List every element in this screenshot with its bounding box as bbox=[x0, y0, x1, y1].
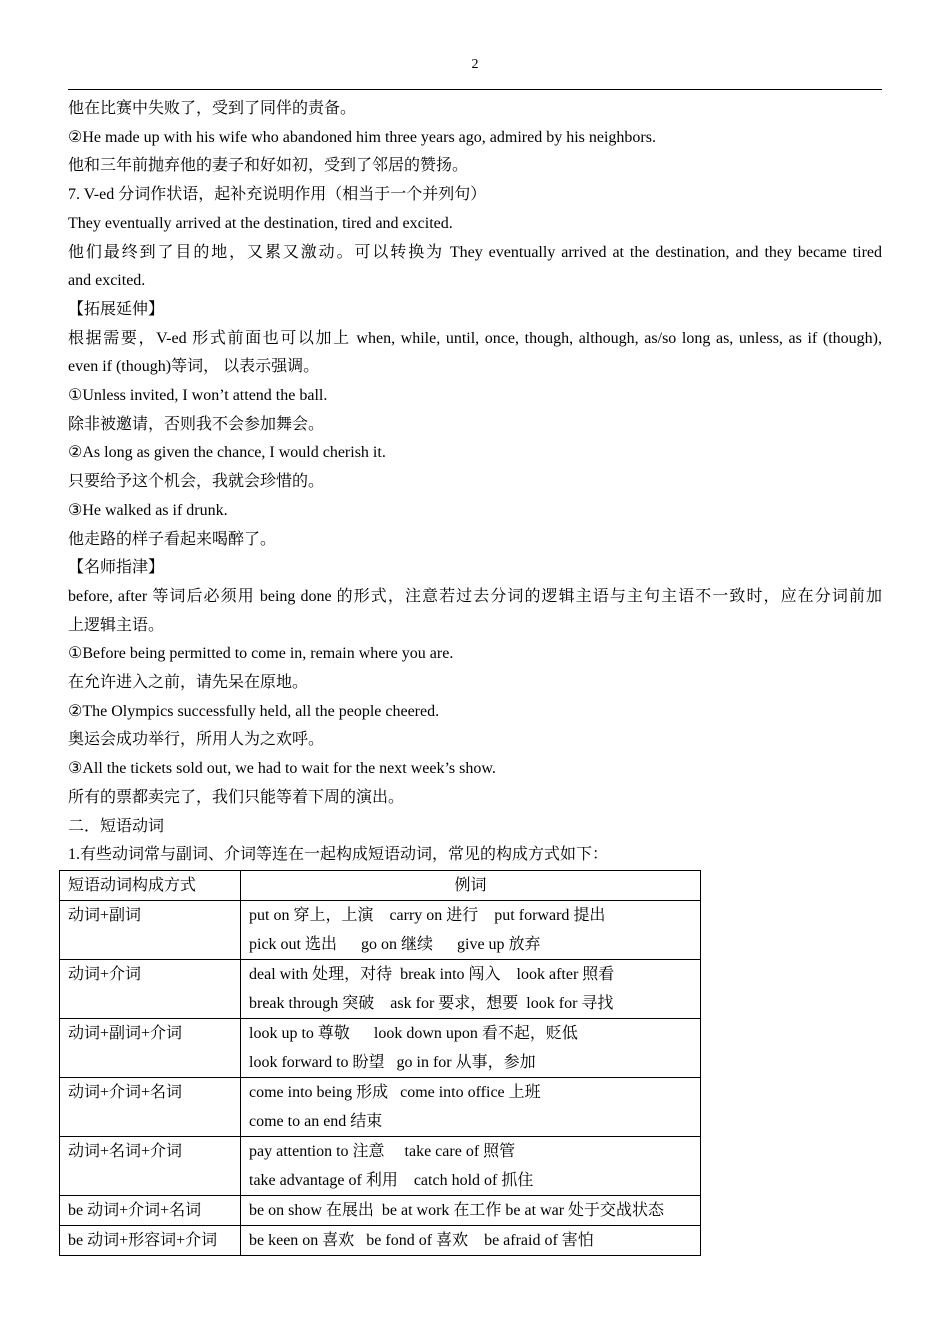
pattern-cell: 动词+介词 bbox=[60, 960, 241, 1019]
example-sentence: ③All the tickets sold out, we had to wait for the next week’s show. bbox=[68, 760, 496, 778]
explanation-line-continued: even if (though)等词， 以表示强调。 bbox=[68, 358, 320, 376]
examples-cell bbox=[241, 960, 701, 1019]
translation-line: 在允许进入之前，请先呆在原地。 bbox=[68, 674, 309, 692]
translation-line: 只要给予这个机会，我就会珍惜的。 bbox=[68, 473, 325, 491]
example-sentence: ②As long as given the chance, I would cherish it. bbox=[68, 444, 386, 462]
pattern-cell: 动词+副词+介词 bbox=[60, 1019, 241, 1078]
example-sentence: ②The Olympics successfully held, all the people cheered. bbox=[68, 702, 440, 720]
pattern-cell: be 动词+形容词+介词 bbox=[60, 1226, 241, 1256]
pattern-cell: 动词+副词 bbox=[60, 901, 241, 960]
example-sentence: ①Before being permitted to come in, remain where you are. bbox=[68, 645, 454, 663]
example-line: be keen on 喜欢 be fond of 喜欢 be afraid of 害怕 bbox=[249, 1232, 594, 1249]
example-line: deal with 处理，对待 break into 闯入 look after 照看 bbox=[249, 966, 615, 983]
explanation-line: before, after 等词后必须用 being done 的形式，注意若过去分词的逻辑主语与主句主语不一致时，应在分词前加 bbox=[68, 587, 882, 605]
header-pattern: 短语动词构成方式 bbox=[60, 871, 241, 901]
translation-line: 他们最终到了目的地，又累又激动。可以转换为 They eventually arrived at the destination, and they became tired bbox=[68, 243, 882, 261]
section-heading: 7. V-ed 分词作状语，起补充说明作用（相当于一个并列句） bbox=[68, 186, 487, 204]
table-row bbox=[60, 960, 701, 1019]
table-row bbox=[60, 1196, 701, 1226]
examples-cell bbox=[241, 1226, 701, 1256]
text-line: 他在比赛中失败了，受到了同伴的责备。 bbox=[68, 100, 357, 117]
table-row bbox=[60, 1078, 701, 1137]
examples-cell bbox=[241, 1078, 701, 1137]
translation-line: 他和三年前抛弃他的妻子和好如初，受到了邻居的赞扬。 bbox=[68, 157, 469, 175]
example-line: look forward to 盼望 go in for 从事，参加 bbox=[249, 1054, 536, 1071]
translation-line: 奥运会成功举行，所用人为之欢呼。 bbox=[68, 731, 325, 749]
example-sentence: ③He walked as if drunk. bbox=[68, 501, 228, 519]
page-number: 2 bbox=[471, 57, 479, 72]
explanation-line-continued: 上逻辑主语。 bbox=[68, 616, 165, 634]
translation-line: 所有的票都卖完了，我们只能等着下周的演出。 bbox=[68, 788, 405, 806]
example-sentence: They eventually arrived at the destination, tired and excited. bbox=[68, 214, 453, 232]
pattern-cell: 动词+名词+介词 bbox=[60, 1137, 241, 1196]
phrasal-verb-table bbox=[59, 870, 701, 1256]
table-intro: 1.有些动词常与副词、介词等连在一起构成短语动词，常见的构成方式如下： bbox=[68, 846, 609, 864]
examples-cell bbox=[241, 1137, 701, 1196]
translation-line: 除非被邀请，否则我不会参加舞会。 bbox=[68, 415, 325, 433]
example-line: take advantage of 利用 catch hold of 抓住 bbox=[249, 1172, 534, 1189]
example-sentence: ①Unless invited, I won’t attend the ball. bbox=[68, 387, 328, 405]
examples-cell bbox=[241, 1019, 701, 1078]
examples-cell bbox=[241, 901, 701, 960]
header-rule bbox=[68, 89, 882, 90]
translation-line-continued: and excited. bbox=[68, 272, 146, 290]
extension-heading: 【拓展延伸】 bbox=[68, 300, 165, 318]
example-line: pick out 选出 go on 继续 give up 放弃 bbox=[249, 936, 541, 953]
example-line: come into being 形成 come into office 上班 bbox=[249, 1084, 541, 1101]
table-header-row bbox=[60, 871, 701, 901]
table-row bbox=[60, 901, 701, 960]
table-row bbox=[60, 1226, 701, 1256]
section-heading: 二．短语动词 bbox=[68, 817, 165, 835]
pattern-cell: 动词+介词+名词 bbox=[60, 1078, 241, 1137]
example-line: pay attention to 注意 take care of 照管 bbox=[249, 1143, 516, 1160]
example-line: come to an end 结束 bbox=[249, 1113, 383, 1130]
table-row bbox=[60, 1019, 701, 1078]
teacher-tips-heading: 【名师指津】 bbox=[68, 559, 165, 577]
header-examples: 例词 bbox=[241, 871, 701, 901]
translation-line: 他走路的样子看起来喝醉了。 bbox=[68, 530, 277, 548]
document-body bbox=[68, 95, 882, 870]
example-sentence: ②He made up with his wife who abandoned him three years ago, admired by his neighbors. bbox=[68, 128, 656, 146]
example-line: break through 突破 ask for 要求，想要 look for 寻找 bbox=[249, 995, 614, 1012]
example-line: be on show 在展出 be at work 在工作 be at war 处于交战状态 bbox=[249, 1202, 665, 1219]
pattern-cell: be 动词+介词+名词 bbox=[60, 1196, 241, 1226]
explanation-line: 根据需要，V-ed 形式前面也可以加上 when, while, until, once, though, although, as/so long as, unless, as if (though), bbox=[68, 329, 882, 347]
example-line: look up to 尊敬 look down upon 看不起，贬低 bbox=[249, 1025, 578, 1042]
table-row bbox=[60, 1137, 701, 1196]
examples-cell bbox=[241, 1196, 701, 1226]
example-line: put on 穿上，上演 carry on 进行 put forward 提出 bbox=[249, 907, 606, 924]
